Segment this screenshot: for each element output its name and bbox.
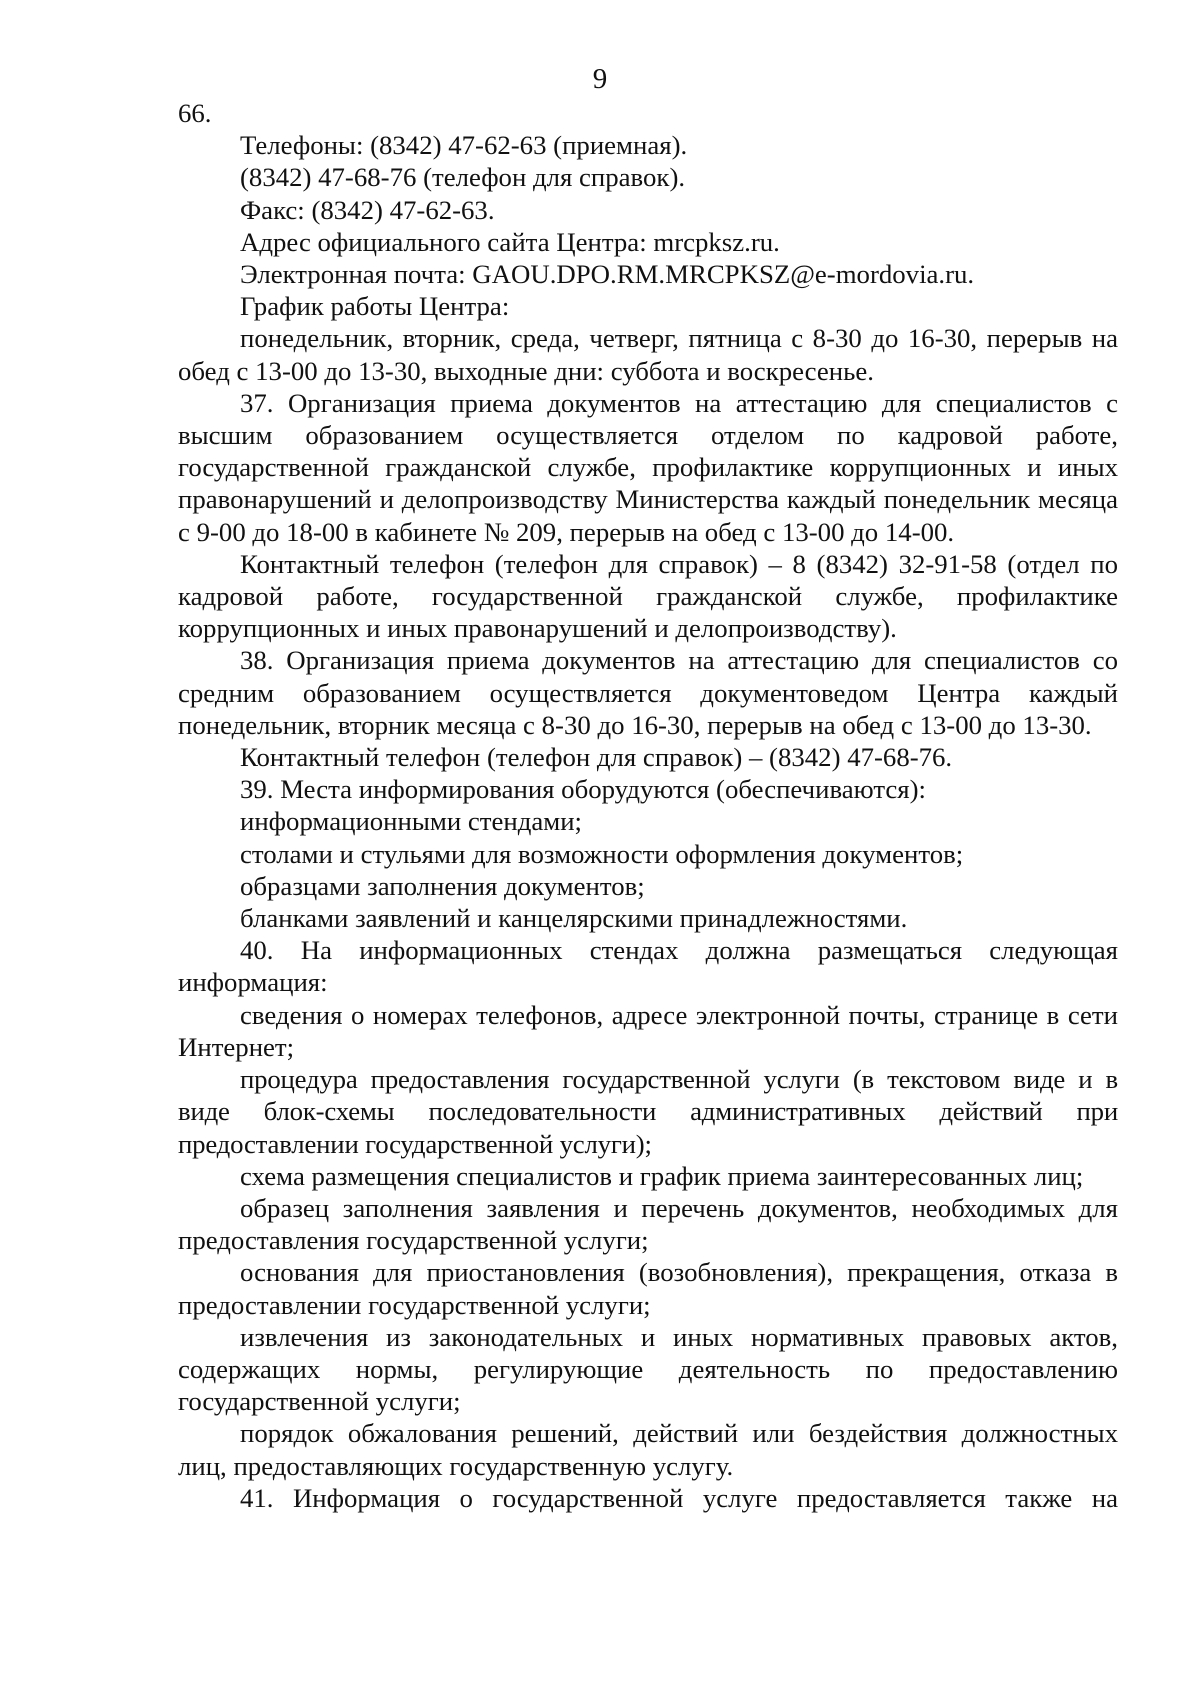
paragraph-66: 66. — [178, 98, 212, 128]
paragraph-contact-38: Контактный телефон (телефон для справок) – (8342) 47-68-76. — [240, 742, 953, 773]
list-item-forms: бланками заявлений и канцелярскими принадлежностями. — [240, 903, 908, 934]
paragraph-40: 40. На информационных стендах должна размещаться следующая информация: — [178, 935, 1118, 998]
paragraph-phones: Телефоны: (8342) 47-62-63 (приемная). — [240, 130, 688, 161]
list-item-grounds: основания для приостановления (возобновления), прекращения, отказа в предоставлении государственной услуги; — [178, 1257, 1118, 1320]
list-item-samples: образцами заполнения документов; — [240, 870, 645, 901]
paragraph-fax: Факс: (8342) 47-62-63. — [240, 194, 495, 225]
list-item-extracts: извлечения из законодательных и иных нормативных правовых актов, содержащих нормы, регулирующие деятельность по предоставлению государственной услуги; — [178, 1321, 1118, 1417]
list-item-procedure: процедура предоставления государственной услуги (в текстовом виде и в виде блок-схемы последовательности административных действий при предоставлении государственной услуги); — [178, 1064, 1118, 1159]
paragraph-37: 37. Организация приема документов на аттестацию для специалистов с высшим образованием осуществляется отделом по кадровой работе, государственной гражданской службе, профилактике коррупционных и иных правонарушений и делопроизводству Министерства каждый понедельник месяца с 9-00 до 18-00 в кабинете № 209, перерыв на обед с 13-00 до 14-00. — [178, 387, 1118, 547]
document-body — [178, 97, 1118, 1514]
paragraph-info-phone: (8342) 47-68-76 (телефон для справок). — [240, 162, 686, 193]
list-item-application-sample: образец заполнения заявления и перечень документов, необходимых для предоставления государственной услуги; — [178, 1192, 1118, 1256]
list-item-stands: информационными стендами; — [240, 806, 582, 837]
list-item-contacts: сведения о номерах телефонов, адресе электронной почты, странице в сети Интернет; — [178, 999, 1118, 1062]
paragraph-39: 39. Места информирования оборудуются (обеспечиваются): — [240, 774, 926, 805]
paragraph-email: Электронная почта: GAOU.DPO.RM.MRCPKSZ@e-mordovia.ru. — [240, 259, 975, 290]
page-number: 9 — [592, 63, 608, 95]
paragraph-38: 38. Организация приема документов на аттестацию для специалистов со средним образованием осуществляется документоведом Центра каждый понедельник, вторник месяца с 8-30 до 16-30, перерыв на обед с 13-00 до 13-30. — [178, 645, 1118, 740]
paragraph-contact-37: Контактный телефон (телефон для справок) – 8 (8342) 32-91-58 (отдел по кадровой работе, государственной гражданской службе, профилактике коррупционных и иных правонарушений и делопроизводству). — [178, 548, 1118, 644]
list-item-layout-scheme: схема размещения специалистов и график приема заинтересованных лиц; — [240, 1160, 1084, 1191]
paragraph-schedule-title: График работы Центра: — [240, 291, 510, 322]
paragraph-schedule: понедельник, вторник, среда, четверг, пятница с 8-30 до 16-30, перерыв на обед с 13-00 до 13-30, выходные дни: суббота и воскресенье. — [178, 323, 1118, 386]
list-item-appeal: порядок обжалования решений, действий или бездействия должностных лиц, предоставляющих государственную услугу. — [178, 1418, 1118, 1481]
paragraph-website: Адрес официального сайта Центра: mrcpksz.ru. — [240, 226, 780, 257]
paragraph-41: 41. Информация о государственной услуге предоставляется также на — [240, 1482, 1118, 1513]
list-item-tables: столами и стульями для возможности оформления документов; — [240, 838, 964, 869]
